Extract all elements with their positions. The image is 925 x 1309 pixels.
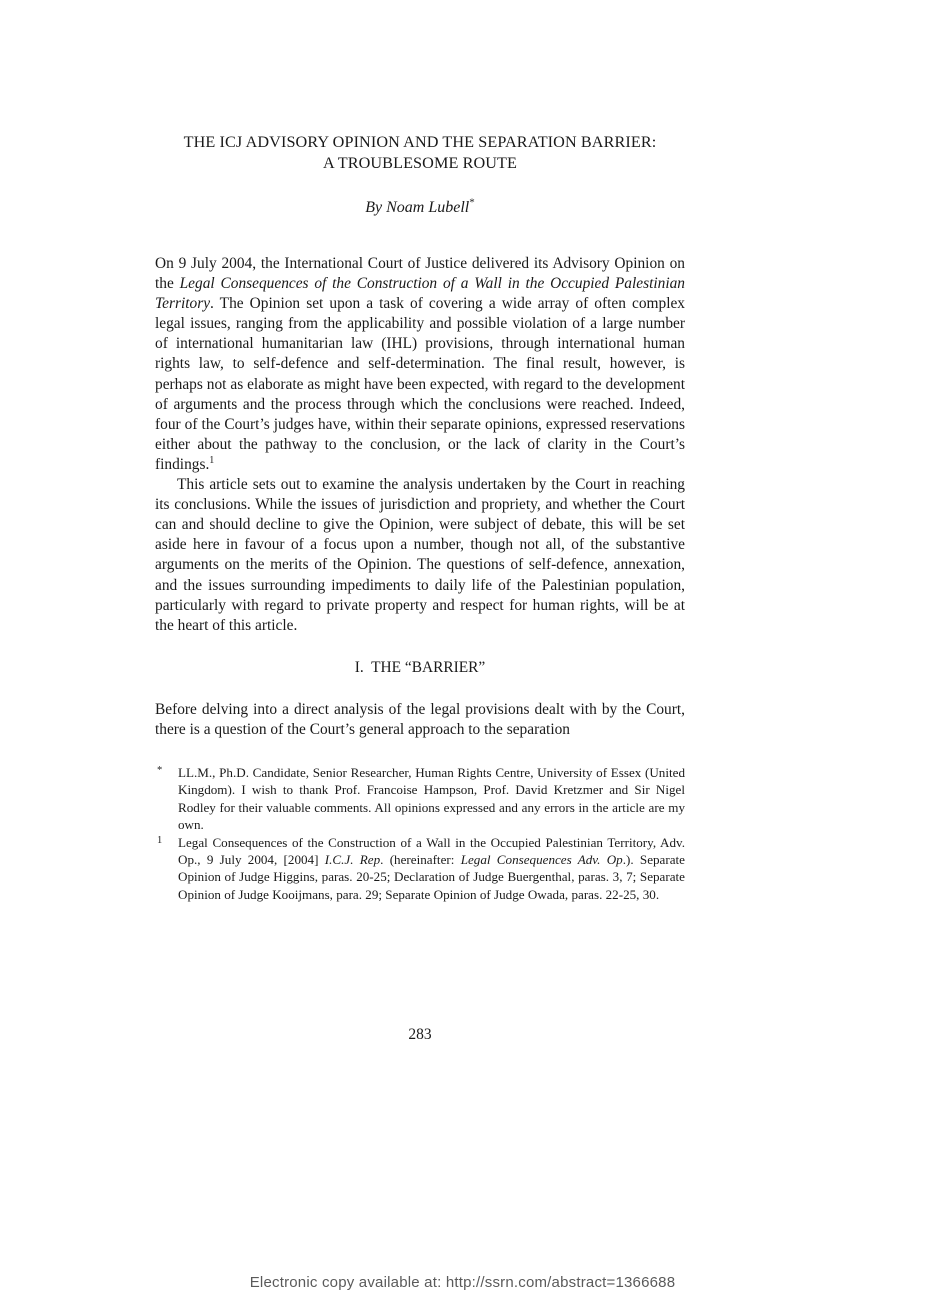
footnote-author-text: LL.M., Ph.D. Candidate, Senior Researcher, Human Rights Centre, University of Essex (United Kingdom). I wish to thank Prof. Francoise Hampson, Prof. David Kretzmer and Sir Nigel Rodley for their valuable comments. All opinions expressed and any errors in the article are my own. [178, 764, 685, 833]
body-text [155, 254, 685, 903]
page-number: 283 [408, 1026, 432, 1043]
footnote-marker-1: 1 [157, 834, 163, 846]
paragraph-intro: On 9 July 2004, the International Court of Justice delivered its Advisory Opinion on the Legal Consequences of the Construction of a Wall in the Occupied Palestinian Territory. The Opinion set upon a task of covering a wide array of often complex legal issues, ranging from the applicability and possible violation of a large number of international humanitarian law (IHL) provisions, through international human rights law, to self-defence and self-determination. The final result, however, is perhaps not as elaborate as might have been expected, with regard to the development of arguments and the process through which the conclusions were reached. Indeed, four of the Court’s judges have, within their separate opinions, expressed reservations either about the pathway to the conclusion, or the lack of clarity in the Court’s findings.$^1$ [155, 255, 685, 473]
footnote-author [155, 764, 685, 834]
author-name: By Noam Lubell [365, 199, 470, 216]
footnote-1 [155, 834, 685, 904]
author-footnote-marker: * [469, 196, 475, 209]
text-block [155, 0, 685, 903]
ssrn-footer-stamp: Electronic copy available at: http://ssrn.com/abstract=1366688 [249, 1274, 676, 1291]
section-heading-barrier: I. THE “BARRIER” [354, 658, 486, 676]
article-title-line1: THE ICJ ADVISORY OPINION AND THE SEPARATION BARRIER: [183, 133, 657, 151]
footnotes-block [155, 764, 685, 903]
paragraph-section-opening: Before delving into a direct analysis of the legal provisions dealt with by the Court, there is a question of the Court’s general approach to the separation [155, 700, 685, 738]
paragraph-article-scope: This article sets out to examine the analysis undertaken by the Court in reaching its conclusions. While the issues of jurisdiction and propriety, and whether the Court can and should decline to give the Opinion, were subject of debate, this will be set aside here in favour of a focus upon a number, though not all, of the substantive arguments on the merits of the Opinion. The questions of self-defence, annexation, and the issues surrounding impediments to daily life of the Palestinian population, particularly with regard to private property and respect for human rights, will be at the heart of this article. [155, 476, 685, 634]
article-title [155, 0, 685, 174]
footnote-1-text: Legal Consequences of the Construction of a Wall in the Occupied Palestinian Territory, Adv. Op., 9 July 2004, [2004] I.C.J. Rep. (hereinafter: Legal Consequences Adv. Op.). Separate Opinion of Judge Higgins, paras. 20-25; Declaration of Judge Buergenthal, paras. 3, 7; Separate Opinion of Judge Kooijmans, para. 29; Separate Opinion of Judge Owada, paras. 22-25, 30. [178, 834, 685, 902]
author-byline [155, 197, 685, 218]
footnote-marker-asterisk: * [157, 764, 163, 776]
article-title-line2: A TROUBLESOME ROUTE [322, 154, 518, 172]
